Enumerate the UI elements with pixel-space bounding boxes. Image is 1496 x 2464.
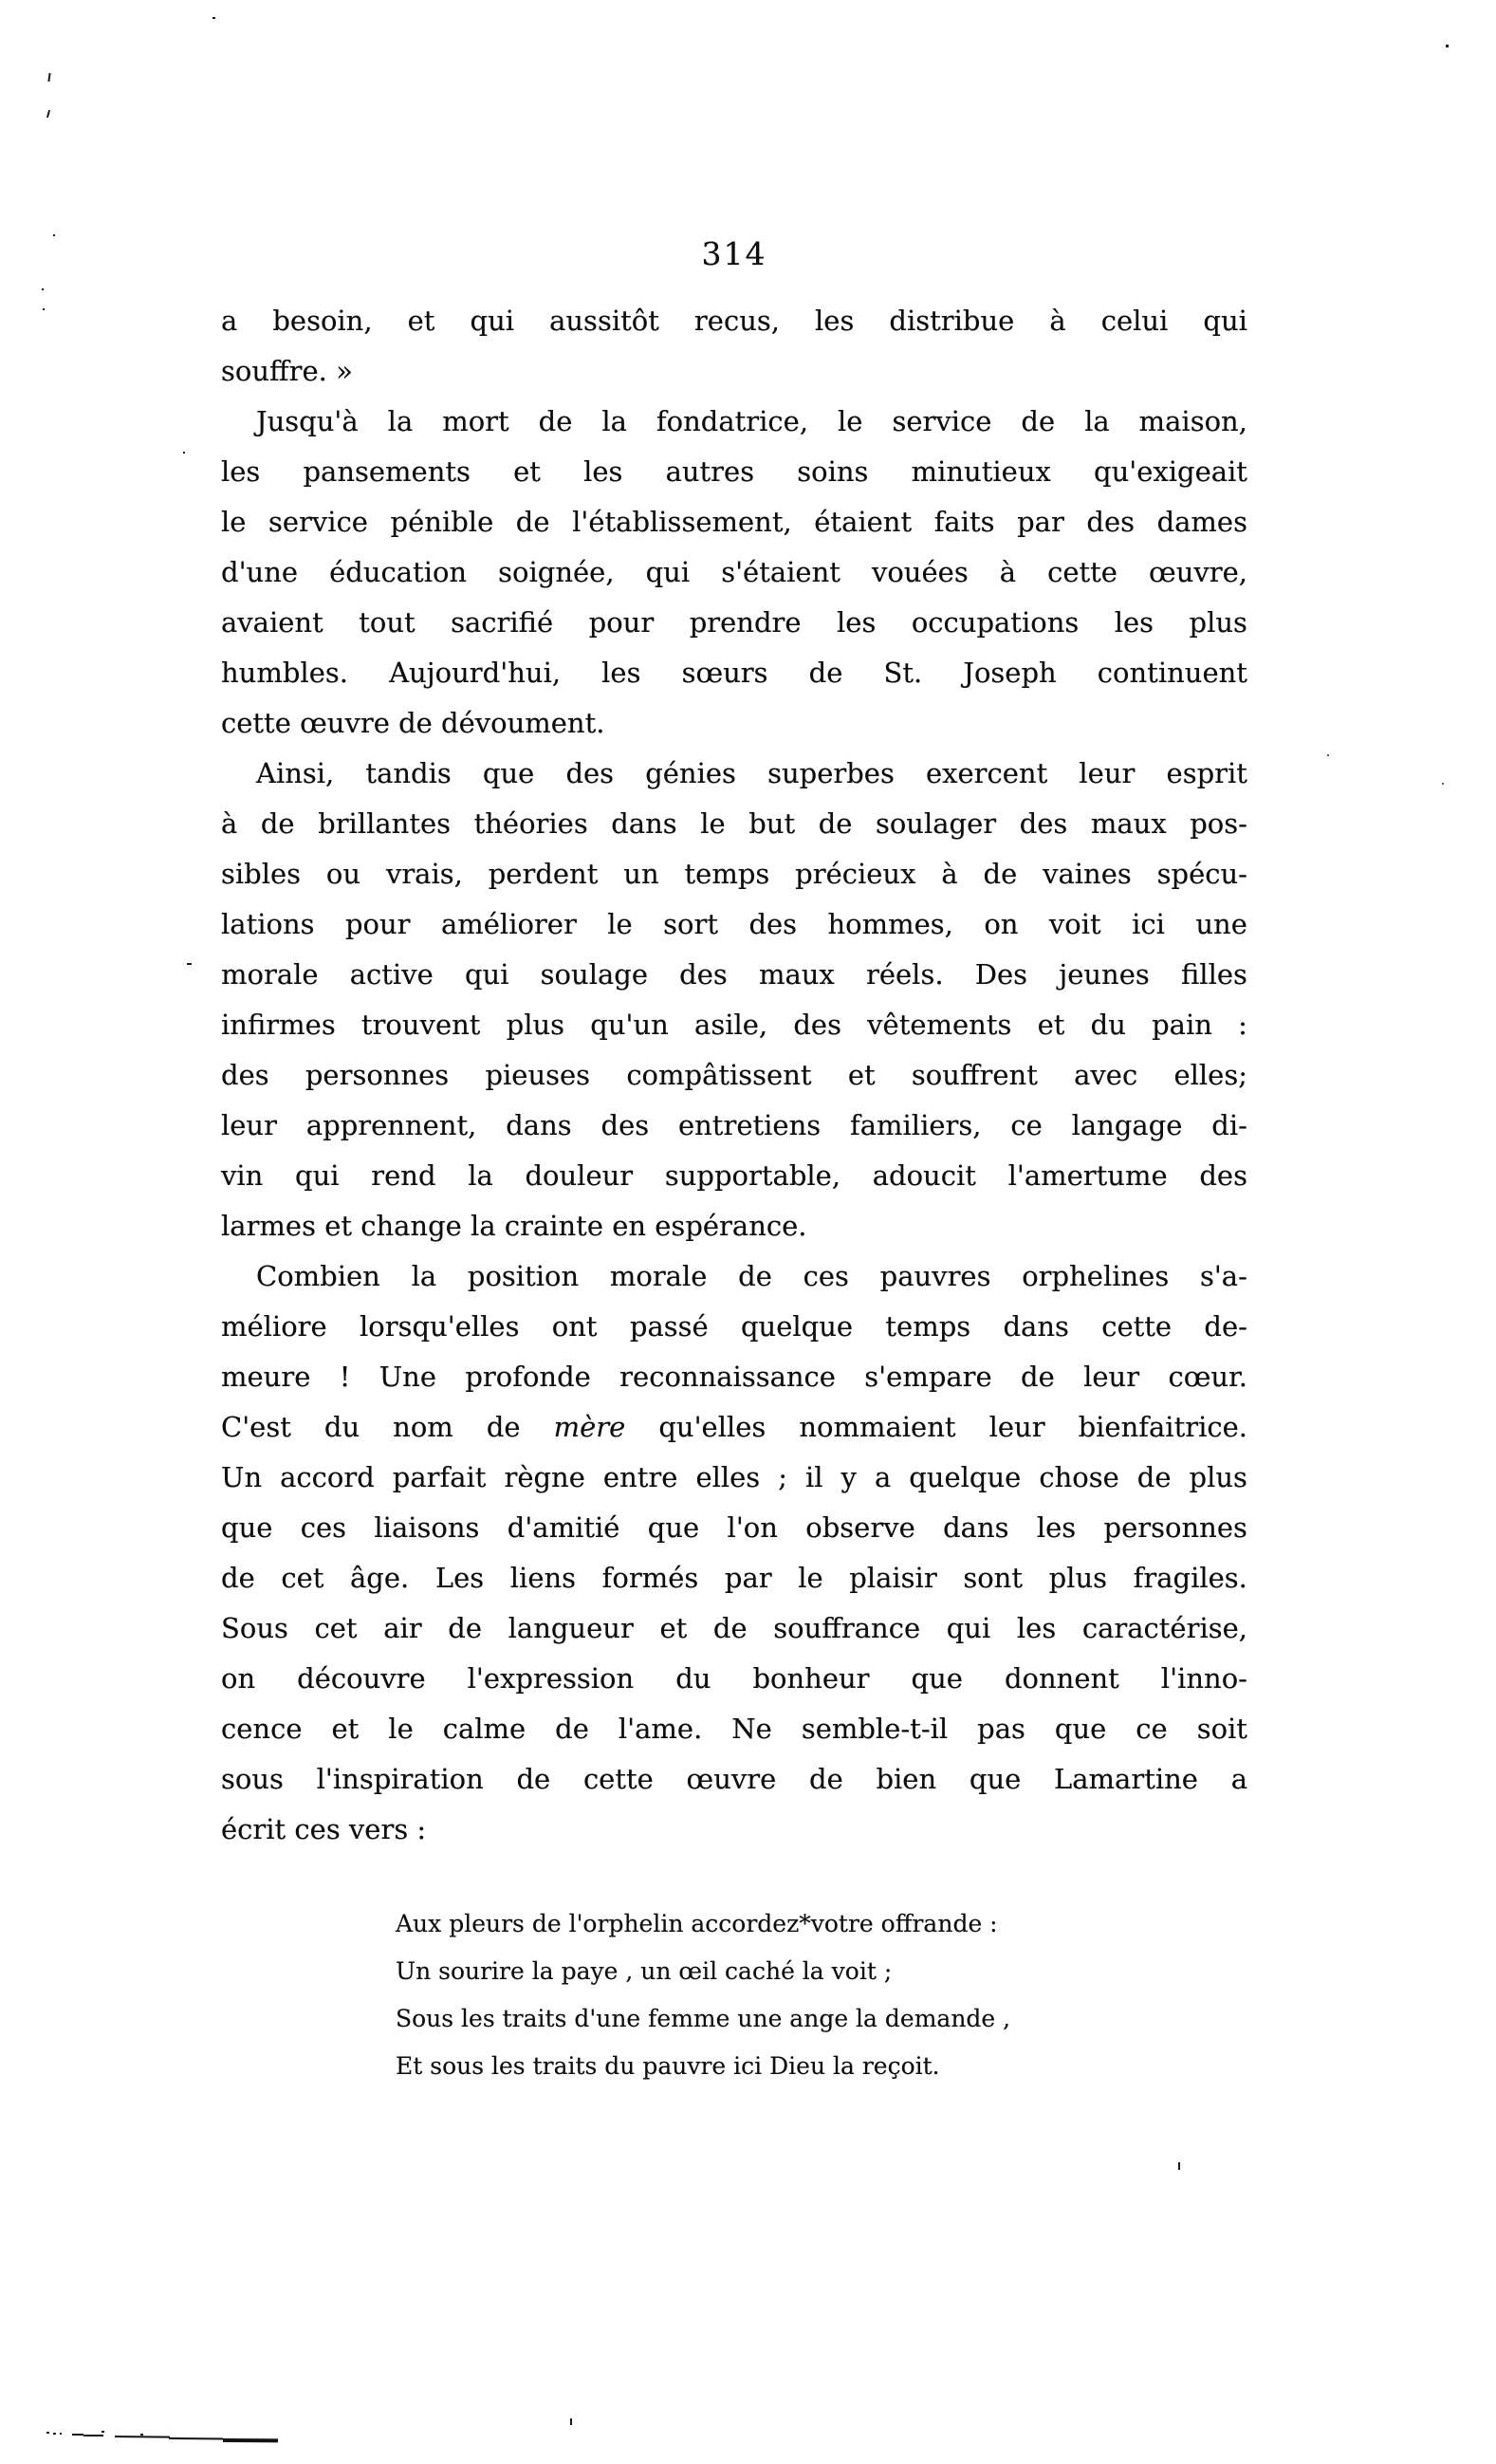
text-line: Sous cet air de langueur et de souffrance qui les caractérise, (221, 1612, 1247, 1644)
verse-line: Sous les traits d'une femme une ange la demande , (396, 2005, 1011, 2032)
scratch-dot (46, 2432, 49, 2434)
text-line: d'une éducation soignée, qui s'étaient vouées à cette œuvre, (221, 556, 1247, 588)
text-line: meure ! Une profonde reconnaissance s'empare de leur cœur. (221, 1361, 1247, 1393)
text-line: sous l'inspiration de cette œuvre de bien que Lamartine a (221, 1763, 1247, 1795)
text-line: Jusqu'à la mort de la fondatrice, le service de la maison, (256, 405, 1247, 437)
scratch-mark (83, 2435, 103, 2436)
verse (396, 1900, 1117, 2090)
ink-speck (212, 17, 215, 19)
text-line: de cet âge. Les liens formés par le plaisir sont plus fragiles. (221, 1562, 1247, 1594)
text-line: infirmes trouvent plus qu'un asile, des vêtements et du pain : (221, 1009, 1247, 1041)
text-line: lations pour améliorer le sort des hommes, on voit ici une (221, 908, 1247, 940)
ink-speck (43, 308, 45, 310)
text-line: a besoin, et qui aussitôt recus, les distribue à celui qui (221, 305, 1247, 337)
verse-line: Un sourire la paye , un œil caché la voit ; (396, 1957, 893, 1985)
ink-speck (53, 234, 55, 236)
text-line: le service pénible de l'établissement, étaient faits par des dames (221, 506, 1247, 538)
ink-speck (47, 73, 50, 82)
ink-speck (46, 110, 50, 118)
scratch-mark (223, 2438, 278, 2442)
text-line: souffre. » (221, 355, 353, 387)
scratch-mark (115, 2436, 170, 2438)
page-number: 314 (701, 235, 767, 272)
paragraph (221, 296, 1247, 397)
ink-speck (187, 963, 192, 965)
scratch-dot (60, 2433, 62, 2435)
text-line: écrit ces vers : (221, 1813, 427, 1845)
text-line: humbles. Aujourd'hui, les sœurs de St. Joseph continuent (221, 657, 1247, 689)
ink-speck (570, 2418, 572, 2425)
ink-speck (1446, 45, 1449, 47)
text-line: sibles ou vrais, perdent un temps précieux à de vaines spécu- (221, 858, 1247, 890)
text-line: cence et le calme de l'ame. Ne semble-t-il pas que ce soit (221, 1713, 1247, 1745)
ink-speck (1327, 754, 1329, 756)
scratch-mark (72, 2434, 83, 2436)
text-line: morale active qui soulage des maux réels. Des jeunes filles (221, 958, 1247, 991)
text-line: les pansements et les autres soins minutieux qu'exigeait (221, 455, 1247, 488)
text-line: que ces liaisons d'amitié que l'on observe dans les personnes (221, 1511, 1247, 1544)
paragraph (221, 749, 1247, 1251)
text-line: cette œuvre de dévoument. (221, 707, 605, 739)
text-line: C'est du nom de mère qu'elles nommaient leur bienfaitrice. (221, 1411, 1247, 1443)
ink-speck (1442, 783, 1444, 785)
text-line: Un accord parfait règne entre elles ; il y a quelque chose de plus (221, 1461, 1247, 1493)
ink-speck (1178, 2162, 1180, 2170)
verse-line: Aux pleurs de l'orphelin accordez*votre offrande : (396, 1910, 998, 1937)
text-line: avaient tout sacrifié pour prendre les occupations les plus (221, 606, 1247, 639)
page-body (221, 296, 1247, 1855)
paragraph (221, 1251, 1247, 1855)
text-line: méliore lorsqu'elles ont passé quelque temps dans cette de- (221, 1310, 1247, 1343)
text-line: Combien la position morale de ces pauvres orphelines s'a- (256, 1260, 1247, 1292)
text-line: Ainsi, tandis que des génies superbes exercent leur esprit (256, 757, 1247, 789)
scratch-dot (53, 2433, 56, 2435)
text-line: à de brillantes théories dans le but de soulager des maux pos- (221, 807, 1247, 840)
text-line: vin qui rend la douleur supportable, adoucit l'amertume des (221, 1159, 1247, 1192)
paragraph (221, 397, 1247, 749)
verse-line: Et sous les traits du pauvre ici Dieu la reçoit. (396, 2052, 940, 2080)
scratch-dot (102, 2431, 104, 2433)
text-line: larmes et change la crainte en espérance. (221, 1210, 807, 1242)
ink-speck (42, 288, 44, 290)
scratch-dot (140, 2434, 143, 2436)
ink-speck (183, 452, 185, 454)
text-line: des personnes pieuses compâtissent et souffrent avec elles; (221, 1059, 1247, 1091)
scratch-mark (169, 2437, 223, 2439)
text-line: on découvre l'expression du bonheur que donnent l'inno- (221, 1662, 1247, 1695)
text-line: leur apprennent, dans des entretiens familiers, ce langage di- (221, 1109, 1247, 1141)
